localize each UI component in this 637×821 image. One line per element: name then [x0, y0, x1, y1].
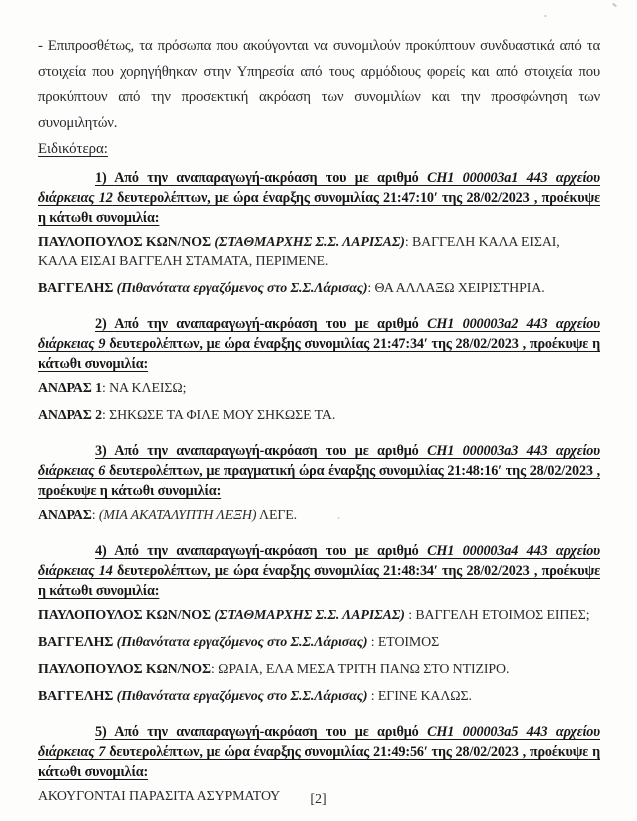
speaker-name: ΑΝΔΡΑΣ 1 — [38, 381, 102, 396]
page-number: [2] — [310, 792, 327, 807]
separator: : — [404, 235, 409, 250]
dialogue-text: ΑΚΟΥΓΟΝΤΑΙ ΠΑΡΑΣΙΤΑ ΑΣΥΡΜΑΤΟΥ — [38, 789, 281, 804]
intro-heading-text: Ειδικότερα: — [38, 141, 108, 157]
section-number: 3) — [95, 443, 107, 459]
speaker-name: ΒΑΓΓΕΛΗΣ — [38, 635, 114, 650]
dialogue-line — [38, 506, 600, 525]
transcript-section-4 — [38, 541, 600, 706]
heading-text-cont: δευτερολέπτων, με ώρα έναρξης συνομιλίας 21:49:56′ της 28/02/2023 , προέκυψε η κάτωθι συνομιλία: — [38, 744, 601, 780]
heading-text-cont: δευτερολέπτων, με ώρα έναρξης συνομιλίας 21:47:34′ της 28/02/2023 , προέκυψε η κάτωθι συνομιλία: — [38, 336, 601, 372]
separator: : — [367, 689, 375, 704]
speaker-name: ΒΑΓΓΕΛΗΣ — [38, 689, 114, 704]
dialogue-text: ΒΑΓΓΕΛΗ ΕΤΟΙΜΟΣ ΕΙΠΕΣ; — [415, 608, 590, 623]
dialogue-text: ΒΑΓΓΕΛΗ ΚΑΛΑ ΕΙΣΑΙ, ΚΑΛΑ ΕΙΣΑΙ ΒΑΓΓΕΛΗ ΣΤΑΜΑΤΑ, ΠΕΡΙΜΕΝΕ. — [38, 235, 560, 269]
speaker-name: ΠΑΥΛΟΠΟΥΛΟΣ ΚΩΝ/ΝΟΣ — [38, 235, 211, 250]
dialogue-line — [38, 233, 600, 271]
dialogue-text: ΣΗΚΩΣΕ ΤΑ ΦΙΛΕ ΜΟΥ ΣΗΚΩΣΕ ΤΑ. — [109, 408, 336, 423]
transcript-section-2 — [38, 314, 600, 425]
section-heading — [38, 541, 600, 601]
separator: : — [367, 281, 372, 296]
dialogue-text: ΩΡΑΙΑ, ΕΛΑ ΜΕΣΑ ΤΡΙΤΗ ΠΑΝΩ ΣΤΟ ΝΤΙΖΙΡΟ. — [218, 662, 510, 677]
transcript-section-3 — [38, 441, 600, 525]
section-number: 2) — [95, 316, 107, 332]
file-reference: CH1 000003a5 443 αρχείου διάρκειας 7 — [38, 724, 600, 760]
separator: : — [404, 608, 412, 623]
section-heading — [38, 441, 600, 501]
intro-heading — [38, 136, 600, 162]
dialogue-line — [38, 687, 600, 706]
dialogue-line — [38, 379, 600, 398]
section-number: 4) — [95, 543, 107, 559]
section-heading — [38, 314, 600, 374]
unclear-note: (ΜΙΑ ΑΚΑΤΑΛΥΠΤΗ ΛΕΞΗ) — [98, 508, 257, 523]
dialogue-line — [38, 606, 600, 625]
speaker-name: ΠΑΥΛΟΠΟΥΛΟΣ ΚΩΝ/ΝΟΣ — [38, 608, 211, 623]
section-heading — [38, 168, 600, 228]
transcript-section-1 — [38, 168, 600, 298]
section-number: 1) — [95, 170, 107, 186]
speaker-name: ΒΑΓΓΕΛΗΣ — [38, 281, 114, 296]
speaker-role: (ΣΤΑΘΜΑΡΧΗΣ Σ.Σ. ΛΑΡΙΣΑΣ) — [210, 235, 405, 250]
intro-paragraph: - Επιπροσθέτως, τα πρόσωπα που ακούγονται να συνομιλούν προκύπτουν συνδυαστικά από τα στοιχεία που χορηγήθηκαν στην Υπηρεσία από τους αρμόδιους φορείς και από στοιχεία που προκύπτουν από την προσεκτική ακρόαση των συνομιλίων και την προσφώνηση των συνομιλητών. — [38, 38, 600, 131]
heading-text: Από την αναπαραγωγή-ακρόαση του με αριθμό — [114, 316, 419, 332]
separator: : — [101, 381, 106, 396]
dialogue-text: ΝΑ ΚΛΕΙΣΩ; — [109, 381, 187, 396]
separator: : — [101, 408, 106, 423]
dialogue-text: ΕΓΙΝΕ ΚΑΛΩΣ. — [377, 689, 472, 704]
file-reference: CH1 000003a3 443 αρχείου διάρκειας 6 — [38, 443, 600, 479]
file-reference: CH1 000003a2 443 αρχείου διάρκειας 9 — [38, 316, 600, 352]
dialogue-line — [38, 279, 600, 298]
heading-text-cont: δευτερολέπτων, με ώρα έναρξης συνομιλίας 21:48:34′ της 28/02/2023 , προέκυψε η κάτωθι συνομιλία: — [38, 563, 600, 599]
heading-text: Από την αναπαραγωγή-ακρόαση του με αριθμό — [114, 443, 419, 459]
speaker-role: (Πιθανότατα εργαζόμενος στο Σ.Σ.Λάρισας) — [113, 281, 368, 296]
speaker-name: ΠΑΥΛΟΠΟΥΛΟΣ ΚΩΝ/ΝΟΣ — [38, 662, 211, 677]
heading-text-cont: δευτερολέπτων, με πραγματική ώρα έναρξης συνομιλίας 21:48:16′ της 28/02/2023 , προέκυψε η κάτωθι συνομιλία: — [38, 463, 601, 499]
dialogue-text: ΕΤΟΙΜΟΣ — [377, 635, 440, 650]
separator: : — [367, 635, 375, 650]
speaker-role: (Πιθανότατα εργαζόμενος στο Σ.Σ.Λάρισας) — [113, 689, 368, 704]
file-reference: CH1 000003a4 443 αρχείου διάρκειας 14 — [38, 543, 600, 579]
scan-artifact — [544, 15, 547, 17]
dialogue-text: ΘΑ ΑΛΛΑΞΩ ΧΕΙΡΙΣΤΗΡΙΑ. — [374, 281, 545, 296]
section-heading — [38, 722, 600, 782]
speaker-role: (ΣΤΑΘΜΑΡΧΗΣ Σ.Σ. ΛΑΡΙΣΑΣ) — [210, 608, 405, 623]
heading-text: Από την αναπαραγωγή-ακρόαση του με αριθμό — [114, 724, 419, 740]
section-number: 5) — [95, 724, 107, 740]
dialogue-text: ΛΕΓΕ. — [258, 508, 298, 523]
separator: : — [210, 662, 215, 677]
scan-artifact — [337, 517, 340, 519]
speaker-role: (Πιθανότατα εργαζόμενος στο Σ.Σ.Λάρισας) — [113, 635, 368, 650]
speaker-name: ΑΝΔΡΑΣ — [38, 508, 92, 523]
heading-text-cont: δευτερολέπτων, με ώρα έναρξης συνομιλίας 21:47:10′ της 28/02/2023 , προέκυψε η κάτωθι συνομιλία: — [38, 190, 600, 226]
heading-text: Από την αναπαραγωγή-ακρόαση του με αριθμό — [114, 170, 419, 186]
separator: : — [91, 508, 96, 523]
speaker-name: ΑΝΔΡΑΣ 2 — [38, 408, 102, 423]
dialogue-line — [38, 406, 600, 425]
dialogue-line — [38, 660, 600, 679]
dialogue-line — [38, 633, 600, 652]
heading-text: Από την αναπαραγωγή-ακρόαση του με αριθμό — [114, 543, 419, 559]
file-reference: CH1 000003a1 443 αρχείου διάρκειας 12 — [38, 170, 600, 206]
